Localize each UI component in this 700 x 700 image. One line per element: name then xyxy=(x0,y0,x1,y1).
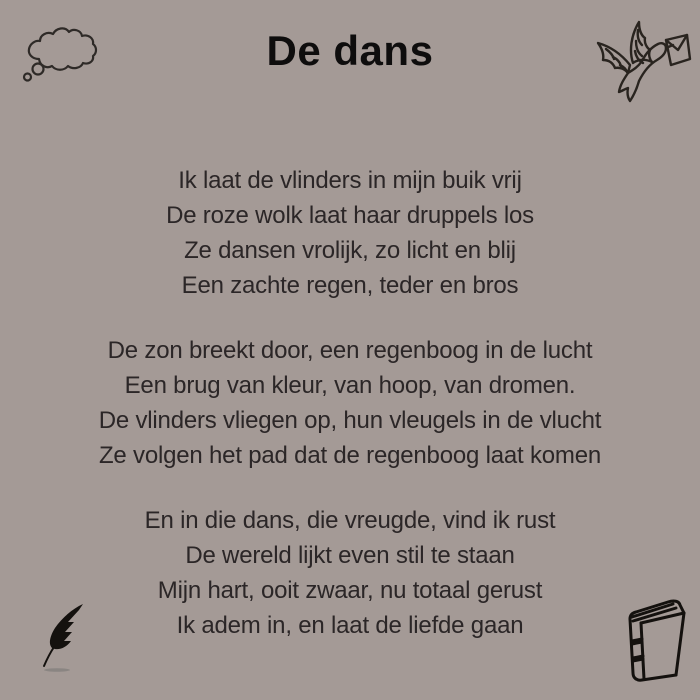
poem-text xyxy=(0,163,700,673)
poem-line: De wereld lijkt even stil te staan xyxy=(185,542,515,569)
poem-line: De vlinders vliegen op, hun vleugels in de vlucht xyxy=(98,407,602,434)
poem-line: Ze dansen vrolijk, zo licht en blij xyxy=(184,237,516,264)
book-icon xyxy=(624,597,690,684)
poem-line: Een zachte regen, teder en bros xyxy=(181,272,519,299)
poem-line: Mijn hart, ooit zwaar, nu totaal gerust xyxy=(157,577,543,604)
stanza-3 xyxy=(0,503,700,643)
poem-line: De roze wolk laat haar druppels los xyxy=(166,202,534,229)
quill-feather-icon xyxy=(38,600,96,676)
page-title: De dans xyxy=(266,27,434,74)
poem-line: Ik adem in, en laat de liefde gaan xyxy=(176,612,524,639)
poem-line: Ze volgen het pad dat de regenboog laat komen xyxy=(98,442,602,469)
stanza-2 xyxy=(0,333,700,473)
stanza-1 xyxy=(0,163,700,303)
poem-line: Een brug van kleur, van hoop, van dromen. xyxy=(124,372,576,399)
poem-line: Ik laat de vlinders in mijn buik vrij xyxy=(178,167,522,194)
poem-line: En in die dans, die vreugde, vind ik rust xyxy=(144,507,556,534)
poem-line: De zon breekt door, een regenboog in de lucht xyxy=(107,337,593,364)
